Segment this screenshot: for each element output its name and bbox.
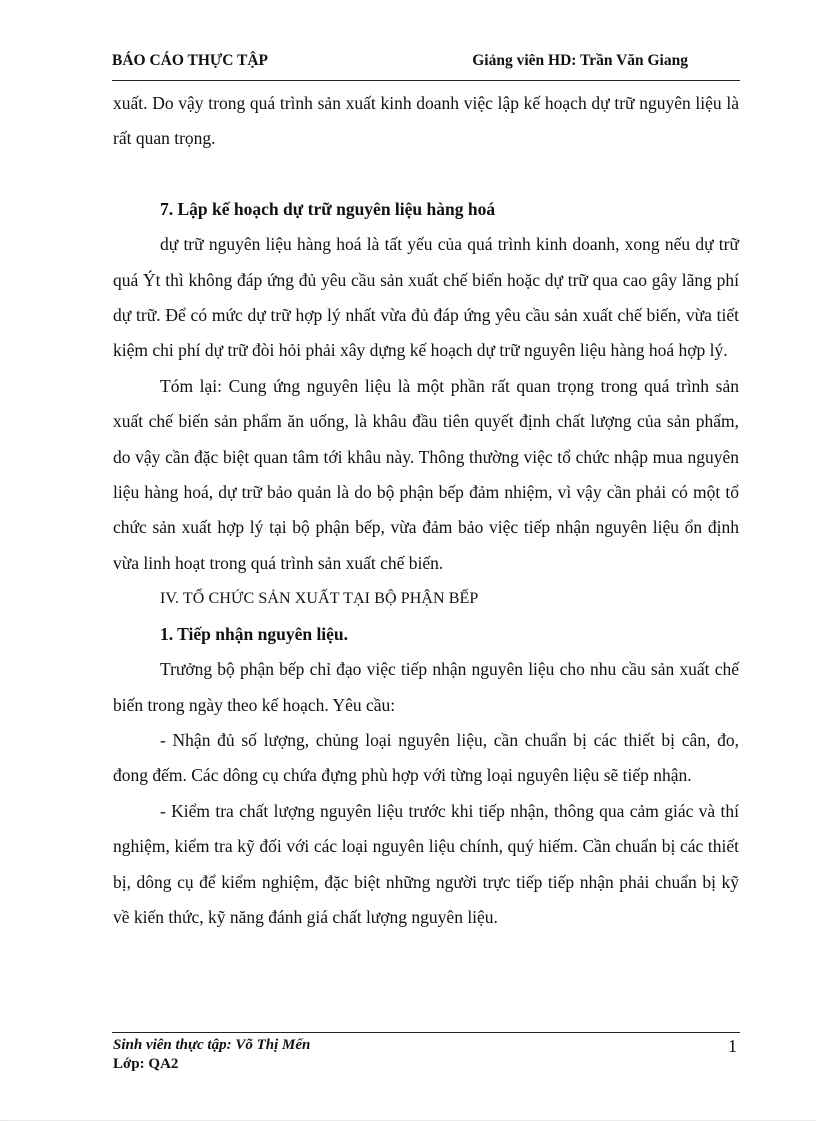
report-title: BÁO CÁO THỰC TẬP [112, 52, 269, 69]
page-header [112, 52, 740, 74]
page-footer [113, 1036, 310, 1074]
paragraph-summary: Tóm lại: Cung ứng nguyên liệu là một phần rất quan trọng trong quá trình sản xuất chế biến sản phẩm ăn uống, là khâu đầu tiên quyết định chất lượng của sản phẩm, do vậy cần đặc biệt quan tâm tới khâu này. Thông thường việc tổ chức nhập mua nguyên liệu hàng hoá, dự trữ bảo quản là do bộ phận bếp đảm nhiệm, vì vậy cần phải có một tổ chức sản xuất hợp lý tại bộ phận bếp, vừa đảm bảo việc tiếp nhận nguyên liệu ổn định vừa linh hoạt trong quá trình sản xuất chế biến. [113, 375, 739, 573]
paragraph-receive-quantity: - Nhận đủ số lượng, chủng loại nguyên liệu, cần chuẩn bị các thiết bị cân, đo, đong đếm. Các dông cụ chứa đựng phù hợp với từng loại nguyên liệu sẽ tiếp nhận. [113, 729, 739, 786]
document-body [113, 86, 739, 935]
paragraph-reserve-plan: dự trữ nguyên liệu hàng hoá là tất yếu của quá trình kinh doanh, xong nếu dự trữ quá Ýt thì không đáp ứng đủ yêu cầu sản xuất chế biến hoặc dự trữ qua cao gây lãng phí dự trữ. Để có mức dự trữ hợp lý nhất vừa đủ đáp ứng yêu cầu sản xuất chế biến, vừa tiết kiệm chi phí dự trữ đòi hỏi phải xây dựng kế hoạch dự trữ nguyên liệu hàng hoá hợp lý. [113, 234, 739, 361]
heading-section-7: 7. Lập kế hoạch dự trữ nguyên liệu hàng hoá [160, 198, 496, 219]
heading-receive-materials: 1. Tiếp nhận nguyên liệu. [160, 623, 349, 644]
section-iv-title: IV. TỔ CHỨC SẢN XUẤT TẠI BỘ PHẬN BẾP [160, 590, 479, 608]
class-name: Lớp: QA2 [113, 1056, 179, 1072]
header-rule [112, 80, 740, 81]
supervisor-label: Giảng viên HD: Trần Văn Giang [472, 52, 688, 69]
paragraph-kitchen-head: Trưởng bộ phận bếp chỉ đạo việc tiếp nhận nguyên liệu cho nhu cầu sản xuất chế biến trong ngày theo kế hoạch. Yêu cầu: [113, 659, 739, 715]
student-name: Sinh viên thực tập: Võ Thị Mến [113, 1037, 311, 1053]
footer-rule [112, 1032, 740, 1033]
page-edge [0, 1120, 816, 1121]
paragraph-continued: xuất. Do vậy trong quá trình sản xuất kinh doanh việc lập kế hoạch dự trữ nguyên liệu là rất quan trọng. [113, 93, 739, 149]
page-number: 1 [728, 1036, 737, 1056]
paragraph-quality-check: - Kiểm tra chất lượng nguyên liệu trước khi tiếp nhận, thông qua cảm giác và thí nghiệm, kiểm tra kỹ đối với các loại nguyên liệu chính, quý hiếm. Cần chuẩn bị các thiết bị, dông cụ để kiểm nghiệm, đặc biệt những người trực tiếp tiếp nhận phải chuẩn bị kỹ về kiến thức, kỹ năng đánh giá chất lượng nguyên liệu. [113, 800, 739, 927]
